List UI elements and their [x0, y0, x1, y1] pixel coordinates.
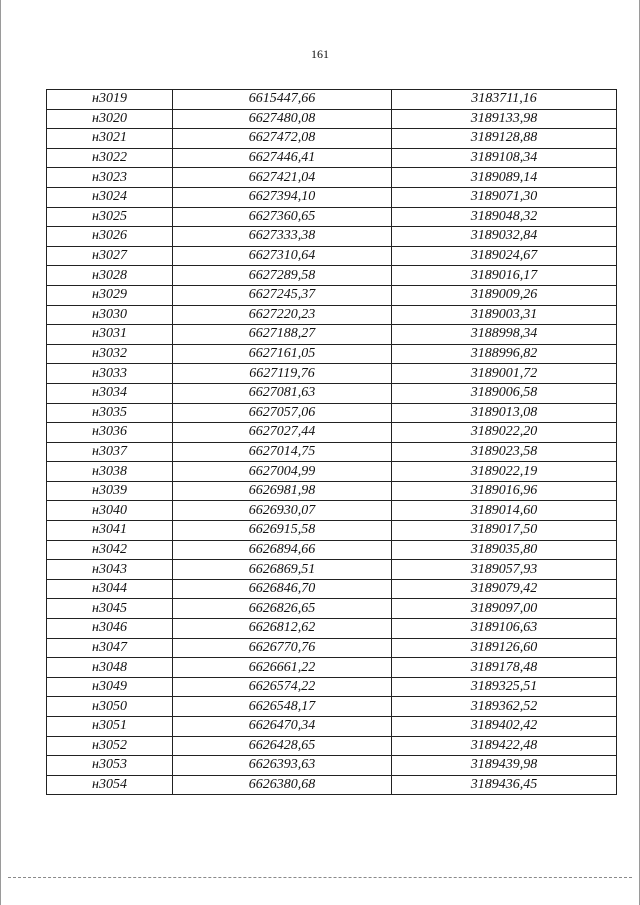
point-id-cell: н3034 [47, 383, 173, 403]
point-id-cell: н3051 [47, 717, 173, 737]
y-coordinate-cell: 3189178,48 [392, 658, 617, 678]
point-id-cell: н3019 [47, 90, 173, 110]
y-coordinate-cell: 3189022,19 [392, 462, 617, 482]
table-row [47, 364, 617, 384]
table-row [47, 658, 617, 678]
y-coordinate-cell: 3189362,52 [392, 697, 617, 717]
y-coordinate-cell: 3189017,50 [392, 521, 617, 541]
y-coordinate-cell: 3189097,00 [392, 599, 617, 619]
table-row [47, 638, 617, 658]
point-id-cell: н3049 [47, 677, 173, 697]
point-id-cell: н3048 [47, 658, 173, 678]
table-row [47, 227, 617, 247]
x-coordinate-cell: 6626393,63 [173, 756, 392, 776]
table-row [47, 579, 617, 599]
table-row [47, 325, 617, 345]
point-id-cell: н3035 [47, 403, 173, 423]
y-coordinate-cell: 3189071,30 [392, 187, 617, 207]
y-coordinate-cell: 3189128,88 [392, 129, 617, 149]
x-coordinate-cell: 6615447,66 [173, 90, 392, 110]
point-id-cell: н3047 [47, 638, 173, 658]
table-row [47, 423, 617, 443]
table-row [47, 246, 617, 266]
x-coordinate-cell: 6627119,76 [173, 364, 392, 384]
x-coordinate-cell: 6626915,58 [173, 521, 392, 541]
x-coordinate-cell: 6626770,76 [173, 638, 392, 658]
point-id-cell: н3027 [47, 246, 173, 266]
x-coordinate-cell: 6627220,23 [173, 305, 392, 325]
point-id-cell: н3030 [47, 305, 173, 325]
y-coordinate-cell: 3189422,48 [392, 736, 617, 756]
y-coordinate-cell: 3189436,45 [392, 775, 617, 795]
x-coordinate-cell: 6627289,58 [173, 266, 392, 286]
point-id-cell: н3052 [47, 736, 173, 756]
y-coordinate-cell: 3189032,84 [392, 227, 617, 247]
table-row [47, 697, 617, 717]
table-row [47, 148, 617, 168]
point-id-cell: н3046 [47, 619, 173, 639]
y-coordinate-cell: 3189016,96 [392, 481, 617, 501]
x-coordinate-cell: 6627480,08 [173, 109, 392, 129]
point-id-cell: н3031 [47, 325, 173, 345]
x-coordinate-cell: 6627446,41 [173, 148, 392, 168]
x-coordinate-cell: 6627188,27 [173, 325, 392, 345]
table-row [47, 383, 617, 403]
y-coordinate-cell: 3189001,72 [392, 364, 617, 384]
y-coordinate-cell: 3189133,98 [392, 109, 617, 129]
x-coordinate-cell: 6626894,66 [173, 540, 392, 560]
y-coordinate-cell: 3189057,93 [392, 560, 617, 580]
x-coordinate-cell: 6627161,05 [173, 344, 392, 364]
point-id-cell: н3021 [47, 129, 173, 149]
y-coordinate-cell: 3189022,20 [392, 423, 617, 443]
x-coordinate-cell: 6626574,22 [173, 677, 392, 697]
x-coordinate-cell: 6626846,70 [173, 579, 392, 599]
y-coordinate-cell: 3189006,58 [392, 383, 617, 403]
table-row [47, 285, 617, 305]
point-id-cell: н3028 [47, 266, 173, 286]
y-coordinate-cell: 3189024,67 [392, 246, 617, 266]
point-id-cell: н3032 [47, 344, 173, 364]
x-coordinate-cell: 6626428,65 [173, 736, 392, 756]
point-id-cell: н3042 [47, 540, 173, 560]
y-coordinate-cell: 3189126,60 [392, 638, 617, 658]
y-coordinate-cell: 3189325,51 [392, 677, 617, 697]
point-id-cell: н3053 [47, 756, 173, 776]
y-coordinate-cell: 3189106,63 [392, 619, 617, 639]
point-id-cell: н3022 [47, 148, 173, 168]
y-coordinate-cell: 3189023,58 [392, 442, 617, 462]
table-row [47, 599, 617, 619]
x-coordinate-cell: 6626812,62 [173, 619, 392, 639]
point-id-cell: н3054 [47, 775, 173, 795]
table-row [47, 540, 617, 560]
y-coordinate-cell: 3189003,31 [392, 305, 617, 325]
y-coordinate-cell: 3189013,08 [392, 403, 617, 423]
y-coordinate-cell: 3183711,16 [392, 90, 617, 110]
table-row [47, 619, 617, 639]
x-coordinate-cell: 6627245,37 [173, 285, 392, 305]
point-id-cell: н3024 [47, 187, 173, 207]
table-row [47, 736, 617, 756]
y-coordinate-cell: 3189016,17 [392, 266, 617, 286]
table-row [47, 560, 617, 580]
x-coordinate-cell: 6627472,08 [173, 129, 392, 149]
point-id-cell: н3026 [47, 227, 173, 247]
table-row [47, 168, 617, 188]
y-coordinate-cell: 3189009,26 [392, 285, 617, 305]
x-coordinate-cell: 6627057,06 [173, 403, 392, 423]
coordinates-table-body [47, 90, 617, 795]
x-coordinate-cell: 6627014,75 [173, 442, 392, 462]
point-id-cell: н3029 [47, 285, 173, 305]
point-id-cell: н3045 [47, 599, 173, 619]
y-coordinate-cell: 3189439,98 [392, 756, 617, 776]
table-row [47, 266, 617, 286]
point-id-cell: н3043 [47, 560, 173, 580]
table-row [47, 403, 617, 423]
x-coordinate-cell: 6627394,10 [173, 187, 392, 207]
point-id-cell: н3050 [47, 697, 173, 717]
table-row [47, 717, 617, 737]
point-id-cell: н3040 [47, 501, 173, 521]
x-coordinate-cell: 6626470,34 [173, 717, 392, 737]
table-row [47, 677, 617, 697]
table-row [47, 756, 617, 776]
y-coordinate-cell: 3189089,14 [392, 168, 617, 188]
x-coordinate-cell: 6626981,98 [173, 481, 392, 501]
table-row [47, 129, 617, 149]
table-row [47, 775, 617, 795]
x-coordinate-cell: 6627027,44 [173, 423, 392, 443]
x-coordinate-cell: 6626380,68 [173, 775, 392, 795]
x-coordinate-cell: 6627421,04 [173, 168, 392, 188]
point-id-cell: н3037 [47, 442, 173, 462]
table-row [47, 481, 617, 501]
table-row [47, 207, 617, 227]
footer-divider [8, 877, 632, 878]
x-coordinate-cell: 6627360,65 [173, 207, 392, 227]
table-row [47, 187, 617, 207]
table-row [47, 109, 617, 129]
y-coordinate-cell: 3189108,34 [392, 148, 617, 168]
x-coordinate-cell: 6626869,51 [173, 560, 392, 580]
y-coordinate-cell: 3189014,60 [392, 501, 617, 521]
point-id-cell: н3038 [47, 462, 173, 482]
point-id-cell: н3020 [47, 109, 173, 129]
point-id-cell: н3036 [47, 423, 173, 443]
table-row [47, 501, 617, 521]
point-id-cell: н3033 [47, 364, 173, 384]
table-row [47, 305, 617, 325]
y-coordinate-cell: 3189079,42 [392, 579, 617, 599]
y-coordinate-cell: 3189048,32 [392, 207, 617, 227]
x-coordinate-cell: 6626826,65 [173, 599, 392, 619]
y-coordinate-cell: 3189402,42 [392, 717, 617, 737]
x-coordinate-cell: 6626548,17 [173, 697, 392, 717]
table-row [47, 521, 617, 541]
point-id-cell: н3025 [47, 207, 173, 227]
coordinates-table [46, 89, 617, 795]
x-coordinate-cell: 6627333,38 [173, 227, 392, 247]
point-id-cell: н3039 [47, 481, 173, 501]
y-coordinate-cell: 3188998,34 [392, 325, 617, 345]
x-coordinate-cell: 6626930,07 [173, 501, 392, 521]
point-id-cell: н3044 [47, 579, 173, 599]
page-left-edge [0, 0, 1, 905]
point-id-cell: н3041 [47, 521, 173, 541]
point-id-cell: н3023 [47, 168, 173, 188]
table-row [47, 462, 617, 482]
page-number: 161 [311, 47, 329, 61]
y-coordinate-cell: 3188996,82 [392, 344, 617, 364]
table-row [47, 344, 617, 364]
x-coordinate-cell: 6627310,64 [173, 246, 392, 266]
x-coordinate-cell: 6627004,99 [173, 462, 392, 482]
x-coordinate-cell: 6627081,63 [173, 383, 392, 403]
table-row [47, 442, 617, 462]
x-coordinate-cell: 6626661,22 [173, 658, 392, 678]
y-coordinate-cell: 3189035,80 [392, 540, 617, 560]
table-row [47, 90, 617, 110]
